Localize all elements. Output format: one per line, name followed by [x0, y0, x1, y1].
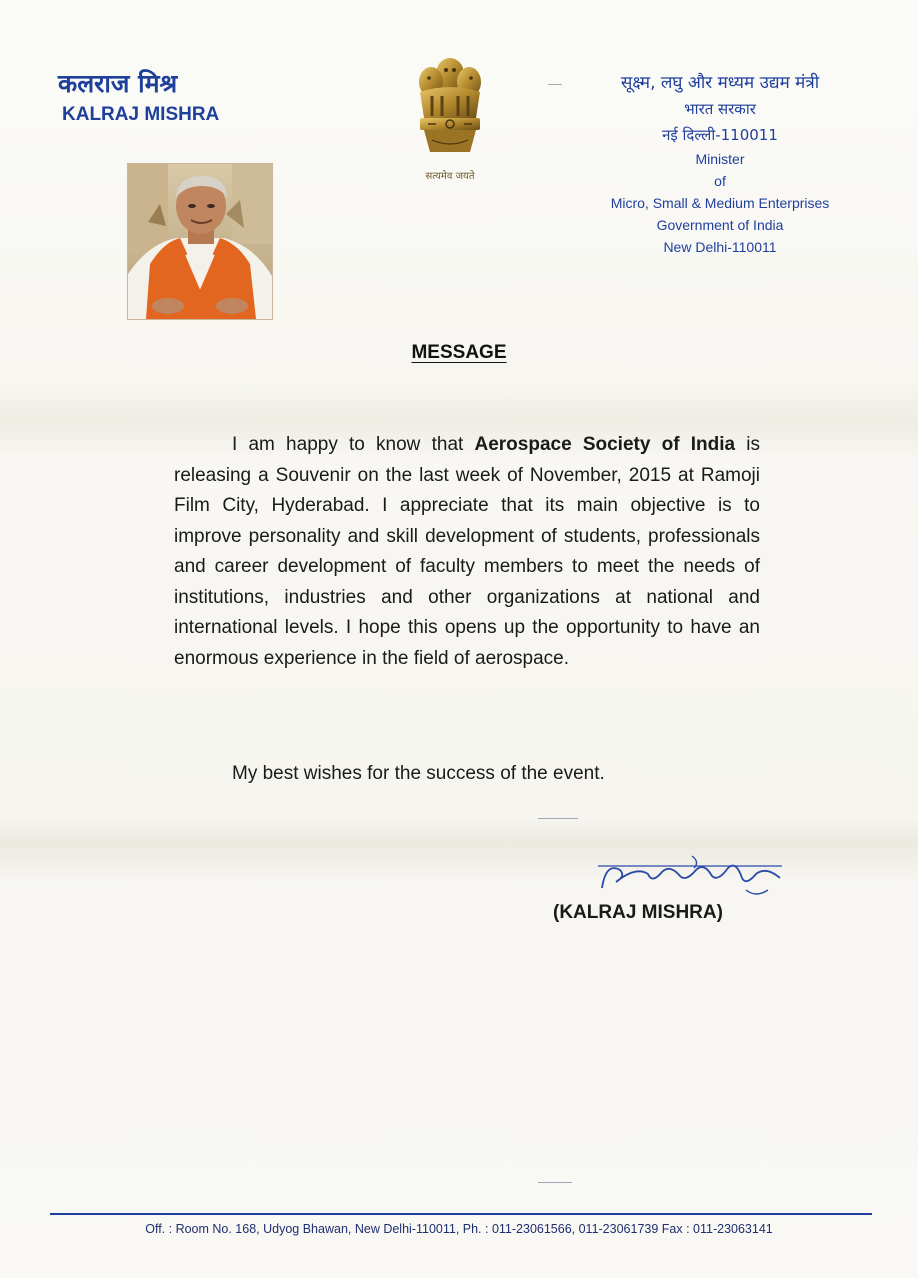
- portrait-photo: [127, 163, 273, 320]
- scan-mark: [538, 1182, 572, 1183]
- office-english-line5: New Delhi-110011: [663, 239, 777, 255]
- signature-icon: [596, 852, 786, 902]
- office-hindi-line1: सूक्ष्म, लघु और मध्यम उद्यम मंत्री: [620, 73, 820, 93]
- best-wishes-line: My best wishes for the success of the event.: [232, 763, 605, 784]
- office-hindi-block: [560, 70, 880, 145]
- organization-name: Aerospace Society of India: [474, 434, 736, 455]
- emblem-motto: सत्यमेव जयते: [425, 171, 475, 182]
- message-body: [174, 430, 760, 674]
- message-title: MESSAGE: [411, 342, 507, 363]
- message-rest: is releasing a Souvenir on the last week of November, 2015 at Ramoji Film City, Hyderabad. I appreciate that its main objective is to improve personality and skill development of students, professionals and career development of faculty members to meet the needs of institutions, industries and other organizations at national and international levels. I hope this opens up the opportunity to have an enormous experience in the field of aerospace.: [174, 434, 760, 669]
- office-english-line1: Minister: [695, 151, 745, 167]
- message-paragraph: [174, 430, 760, 674]
- office-english-block: [560, 148, 880, 258]
- office-english-line2: of: [714, 173, 726, 189]
- scan-mark: [548, 84, 562, 85]
- national-emblem-icon: [410, 52, 490, 170]
- office-hindi-line3: नई दिल्ली-110011: [662, 126, 778, 144]
- name-english: KALRAJ MISHRA: [62, 104, 220, 125]
- message-intro: I am happy to know that: [232, 434, 475, 455]
- footer-divider: [50, 1213, 872, 1215]
- office-english-line4: Government of India: [656, 217, 784, 233]
- scan-mark: [538, 818, 578, 819]
- signoff-name: (KALRAJ MISHRA): [553, 902, 723, 923]
- portrait-image-icon: [128, 164, 272, 319]
- name-hindi: कलराज मिश्र: [58, 69, 178, 98]
- office-english-line3: Micro, Small & Medium Enterprises: [610, 195, 830, 211]
- footer-address: Off. : Room No. 168, Udyog Bhawan, New Delhi-110011, Ph. : 011-23061566, 011-23061739 Fax : 011-23063141: [145, 1222, 773, 1236]
- office-hindi-line2: भारत सरकार: [684, 100, 756, 118]
